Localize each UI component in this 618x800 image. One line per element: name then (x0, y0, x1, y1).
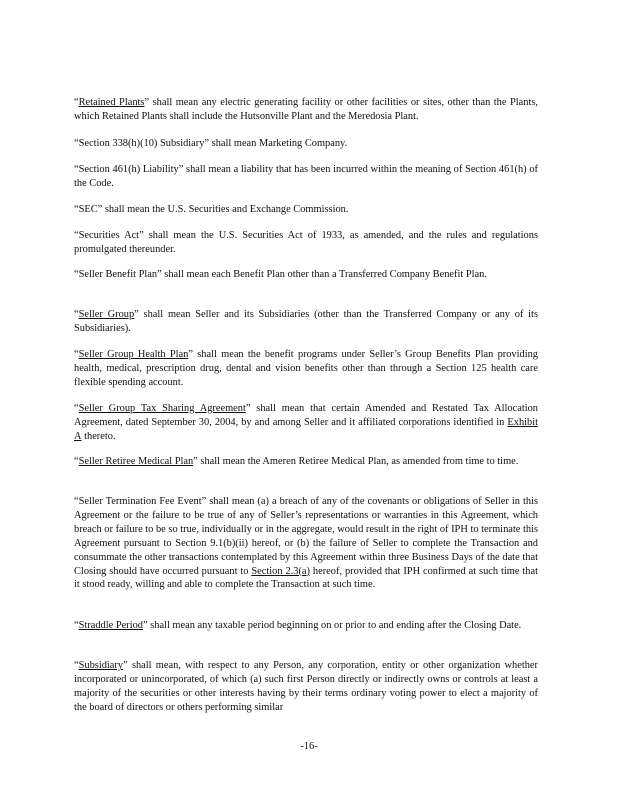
definition-seller-group-health-plan: “Seller Group Health Plan” shall mean the benefit programs under Seller’s Group Benefits Plan providing health, medical, prescription drug, dental and vision benefits other than through a Section 125 health care flexible spending account. (74, 349, 538, 388)
definition-section-461: “Section 461(h) Liability” shall mean a liability that has been incurred within the meaning of Section 461(h) of the Code. (74, 164, 538, 189)
defined-term: Retained Plants (78, 97, 145, 108)
definition-seller-group: “Seller Group” shall mean Seller and its Subsidiaries (other than the Transferred Company or any of its Subsidiaries). (74, 309, 538, 334)
section-reference: Section 2.3(a) (251, 565, 310, 577)
definition-seller-retiree-medical-plan: “Seller Retiree Medical Plan” shall mean the Ameren Retiree Medical Plan, as amended from time to time. (74, 456, 519, 467)
definition-section-338: “Section 338(h)(10) Subsidiary” shall mean Marketing Company. (74, 138, 348, 149)
definition-seller-group-tax-sharing-agreement: “Seller Group Tax Sharing Agreement” shall mean that certain Amended and Restated Tax Allocation Agreement, dated September 30, 2004, by and among Seller and it affiliated corporations identified in Exhibit A thereto. (74, 403, 538, 442)
defined-term: Seller Retiree Medical Plan (78, 456, 194, 467)
defined-term: Subsidiary (78, 660, 124, 671)
exhibit-reference: Exhibit A (74, 416, 538, 442)
definition-seller-benefit-plan: “Seller Benefit Plan” shall mean each Benefit Plan other than a Transferred Company Benefit Plan. (74, 269, 487, 280)
defined-term: Seller Group Health Plan (78, 349, 189, 360)
defined-term: Seller Group (78, 309, 135, 320)
definition-subsidiary: “Subsidiary” shall mean, with respect to any Person, any corporation, entity or other organization whether incorporated or unincorporated, of which (a) such first Person directly or indirectly owns or controls at least a majority of the securities or other interests having by their terms ordinary voting power to elect a majority of the board of directors or others performing similar (74, 660, 538, 713)
defined-term: Straddle Period (78, 620, 143, 631)
definition-straddle-period: “Straddle Period” shall mean any taxable period beginning on or prior to and ending after the Closing Date. (74, 620, 522, 631)
definition-sec: “SEC” shall mean the U.S. Securities and Exchange Commission. (74, 204, 349, 215)
definition-retained-plants: “Retained Plants” shall mean any electric generating facility or other facilities or sites, other than the Plants, which Retained Plants shall include the Hutsonville Plant and the Meredosia Plant. (74, 97, 538, 122)
defined-term: Seller Group Tax Sharing Agreement (78, 403, 246, 414)
page-number: -16- (300, 741, 318, 752)
definition-seller-termination-fee-event: “Seller Termination Fee Event” shall mean (a) a breach of any of the covenants or obligations of Seller in this Agreement or the failure to be true of any of Seller’s representations or warranties in this Agreement, which breach or failure to be so true, individually or in the aggregate, would result in the right of IPH to terminate this Agreement pursuant to Section 9.1(b)(ii) hereof, or (b) the failure of Seller to complete the Transaction and consummate the other transactions contemplated by this Agreement within three Business Days of the date that Closing should have occurred pursuant to Section 2.3(a) hereof, provided that IPH confirmed at such time that it stood ready, willing and able to complete the Transaction at such time. (74, 496, 538, 591)
definition-securities-act: “Securities Act” shall mean the U.S. Securities Act of 1933, as amended, and the rules and regulations promulgated thereunder. (74, 230, 538, 255)
